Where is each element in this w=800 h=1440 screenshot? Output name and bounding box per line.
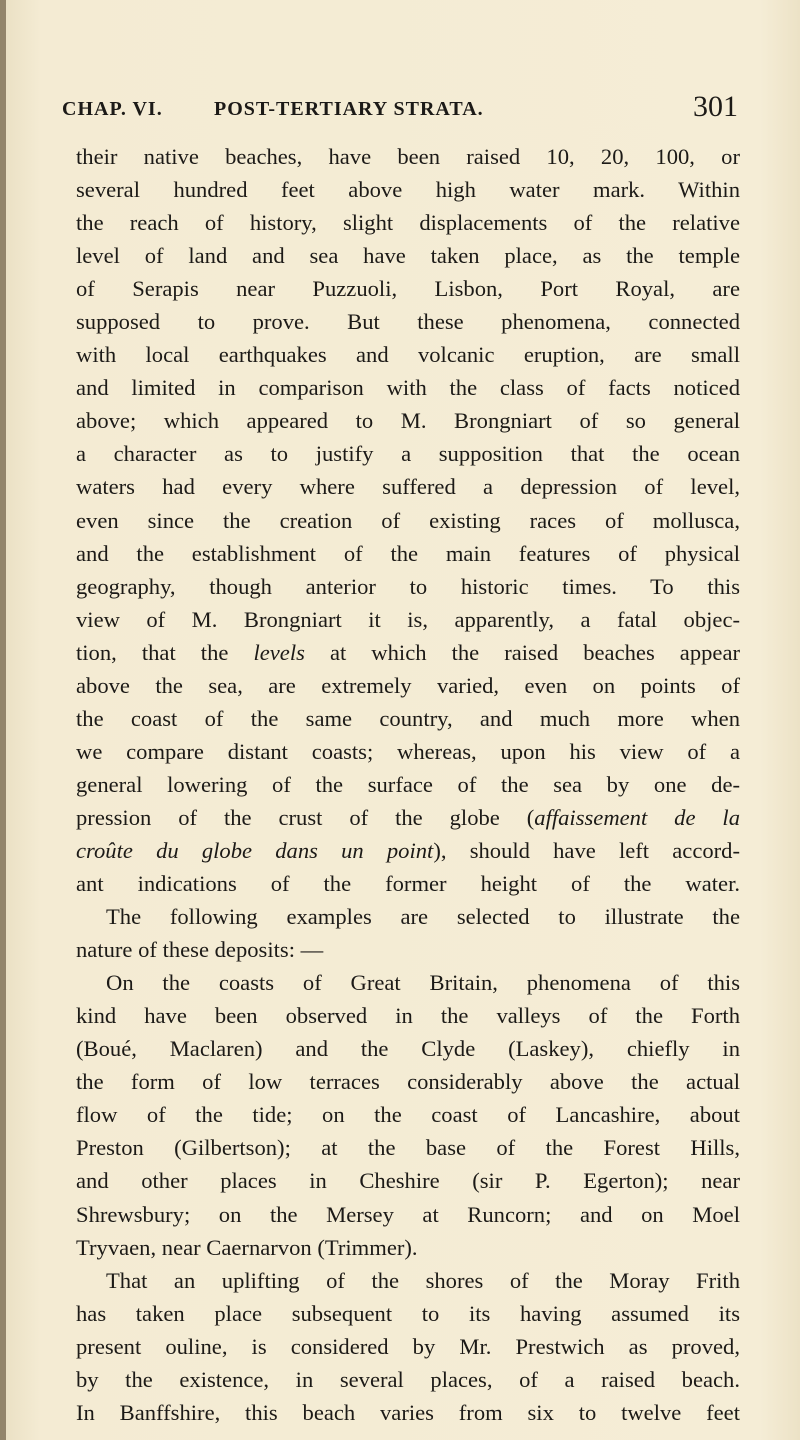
text-segment: ) [433,837,441,863]
text-line: above; which appeared to M. Brongniart of so general [76,408,740,434]
page-edge [0,0,6,1440]
text-line: (Boué, Maclaren) and the Clyde (Laskey), chiefly in [76,1036,740,1062]
text-line: their native beaches, have been raised 10, 20, 100, or [76,144,740,169]
text-segment: at which the raised beaches appear [304,639,740,665]
text-line: and the establishment of the main features of physical [76,540,740,566]
italic-french-phrase: affaissement de la [534,804,740,830]
chapter-label: CHAP. VI. [62,98,163,120]
text-line: Preston (Gilbertson); at the base of the Forest Hills, [76,1135,740,1161]
text-line: of Serapis near Puzzuoli, Lisbon, Port Royal, are [76,276,740,302]
text-line: the form of low terraces considerably above the actual [76,1069,740,1095]
body-text [76,140,740,1429]
text-line: flow of the tide; on the coast of Lancashire, about [76,1102,740,1128]
text-line: a character as to justify a supposition that the ocean [76,441,740,467]
text-line: view of M. Brongniart it is, apparently, a fatal objec- [76,606,740,632]
text-line: the reach of history, slight displacements of the relative [76,210,740,236]
text-line: and other places in Cheshire (sir P. Egerton); near [76,1168,740,1194]
text-line: we compare distant coasts; whereas, upon his view of a [76,738,740,764]
text-line: general lowering of the surface of the sea by one de- [76,771,740,797]
text-line: even since the creation of existing races of mollusca, [76,507,740,533]
text-line: and limited in comparison with the class of facts noticed [76,375,740,401]
text-line: kind have been observed in the valleys of the Forth [76,1003,740,1029]
italic-french-phrase: croûte du globe dans un point [76,837,434,863]
page-number: 301 [693,90,738,123]
text-line: waters had every where suffered a depression of level, [76,474,740,500]
text-segment: tion, that the [76,639,254,665]
text-line-with-italic [76,834,740,867]
text-line: ant indications of the former height of the water. [76,871,740,897]
text-line: Tryvaen, near Caernarvon (Trimmer). [76,1234,418,1260]
text-line: In Banffshire, this beach varies from six to twelve feet [76,1399,740,1425]
text-line: nature of these deposits: — [76,937,324,963]
text-line: several hundred feet above high water mark. Within [76,177,740,203]
text-line: with local earthquakes and volcanic eruption, are small [76,342,740,368]
text-line: supposed to prove. But these phenomena, connected [76,309,740,335]
text-line: present ouline, is considered by Mr. Prestwich as proved, [76,1333,740,1359]
text-line-with-italic [76,801,740,834]
text-segment: pression of the crust of the globe ( [76,804,535,830]
running-header [62,92,740,132]
text-line: geography, though anterior to historic times. To this [76,573,740,599]
italic-term-levels: levels [253,639,305,665]
text-line: level of land and sea have taken place, as the temple [76,243,740,269]
text-line-with-italic [76,636,740,669]
running-title: POST-TERTIARY STRATA. [214,98,484,120]
paragraph-start: The following examples are selected to illustrate the [106,904,740,930]
text-line: has taken place subsequent to its having assumed its [76,1300,740,1326]
text-segment: , should have left accord- [440,837,740,863]
text-line: Shrewsbury; on the Mersey at Runcorn; and on Moel [76,1201,740,1227]
text-line: by the existence, in several places, of a raised beach. [76,1366,740,1392]
paragraph-start: That an uplifting of the shores of the Moray Frith [106,1267,740,1293]
paragraph-start: On the coasts of Great Britain, phenomena of this [106,970,740,996]
text-line: the coast of the same country, and much more when [76,705,740,731]
text-line: above the sea, are extremely varied, even on points of [76,672,740,698]
